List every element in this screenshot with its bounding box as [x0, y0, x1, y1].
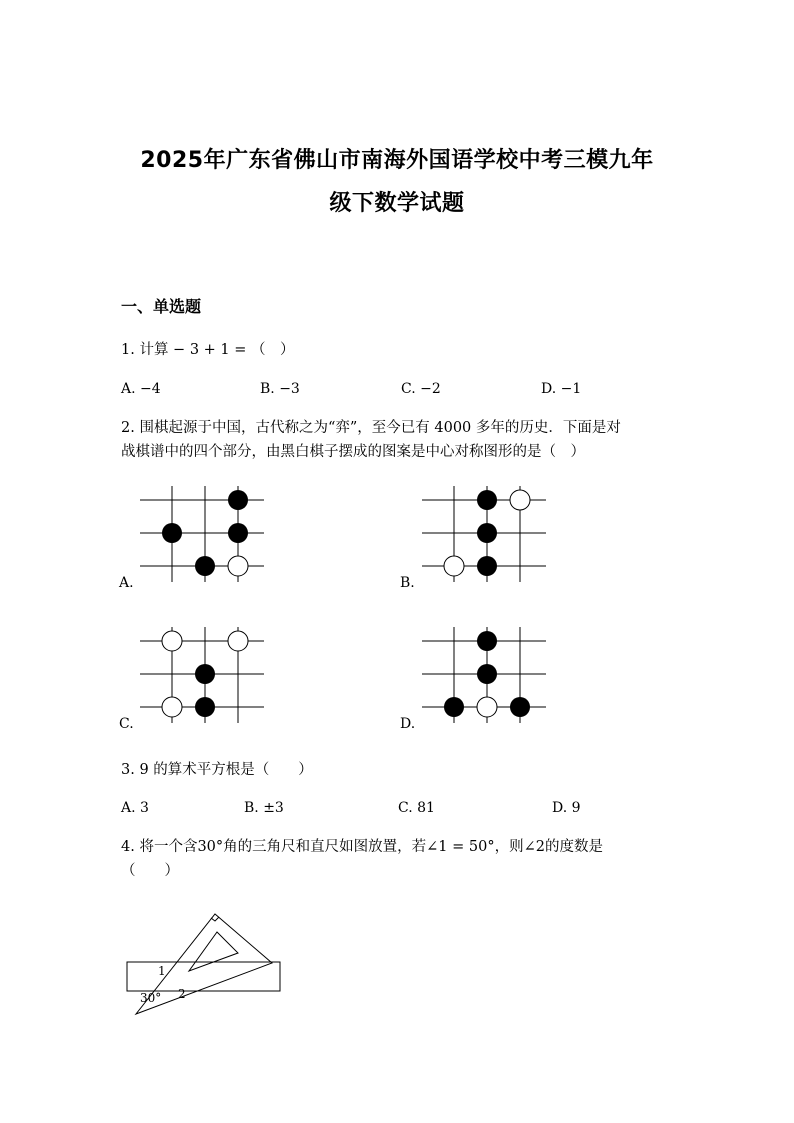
- page-title-line1: 2025年广东省佛山市南海外国语学校中考三模九年: [140, 148, 654, 173]
- white-stone: [162, 631, 182, 651]
- option-value: −3: [279, 381, 300, 397]
- option-label: A.: [121, 381, 136, 397]
- question-2-line1: [121, 416, 621, 440]
- q3-option-c[interactable]: [398, 800, 435, 816]
- question-text: 将一个含30°角的三角尺和直尺如图放置，若∠1 = 50°，则∠2的度数是: [139, 839, 603, 855]
- question-number: 2.: [121, 420, 135, 436]
- question-number: 1.: [121, 342, 135, 358]
- ruler: [127, 962, 280, 991]
- option-value: 3: [140, 800, 149, 816]
- question-text: 围棋起源于中国，古代称之为“弈”，至今已有 4000 多年的历史．下面是对: [139, 420, 621, 436]
- black-stone: [444, 697, 464, 717]
- black-stone: [195, 556, 215, 576]
- white-stone: [444, 556, 464, 576]
- option-label: D.: [552, 800, 568, 816]
- question-4-line2: （ ）: [121, 863, 179, 879]
- option-label: B.: [244, 800, 259, 816]
- q3-option-a[interactable]: [121, 800, 149, 816]
- white-stone: [228, 631, 248, 651]
- option-value: ±3: [263, 800, 284, 816]
- page-title-line2: 级下数学试题: [329, 191, 465, 216]
- option-value: −1: [560, 381, 582, 397]
- question-4-line1: [121, 835, 603, 859]
- black-stone: [195, 664, 215, 684]
- q2-option-d-label[interactable]: D.: [400, 716, 416, 732]
- black-stone: [477, 631, 497, 651]
- option-label: B.: [260, 381, 275, 397]
- go-board-c: [140, 627, 264, 723]
- question-1: [121, 338, 295, 362]
- black-stone: [228, 523, 248, 543]
- white-stone: [510, 490, 530, 510]
- black-stone: [195, 697, 215, 717]
- black-stone: [510, 697, 530, 717]
- question-number: 3.: [121, 762, 135, 778]
- black-stone: [477, 664, 497, 684]
- option-label: C.: [401, 381, 416, 397]
- option-label: D.: [541, 381, 557, 397]
- go-board-b: [422, 486, 546, 582]
- q1-option-c[interactable]: [401, 381, 441, 397]
- option-label: C.: [398, 800, 413, 816]
- go-board-a: [140, 486, 264, 582]
- black-stone: [477, 523, 497, 543]
- q3-option-d[interactable]: [552, 800, 581, 816]
- q2-option-a-label[interactable]: A.: [119, 575, 134, 591]
- angle-2-label: 2: [178, 987, 186, 1001]
- option-value: 9: [571, 800, 581, 816]
- angle-30-label: 30°: [140, 991, 162, 1005]
- q1-option-a[interactable]: [121, 381, 161, 397]
- white-stone: [228, 556, 248, 576]
- question-number: 4.: [121, 839, 135, 855]
- option-value: 81: [417, 800, 435, 816]
- option-value: −4: [140, 381, 161, 397]
- question-2-line2: 战棋谱中的四个部分，由黑白棋子摆成的图案是中心对称图形的是（ ）: [121, 444, 585, 460]
- white-stone: [162, 697, 182, 717]
- question-text: 计算 − 3 + 1 = （ ）: [139, 342, 295, 358]
- black-stone: [162, 523, 182, 543]
- ruler-triangle-figure: [120, 908, 290, 1018]
- question-text: 9 的算术平方根是（ ）: [139, 762, 313, 778]
- q2-option-b-label[interactable]: B.: [400, 575, 415, 591]
- black-stone: [477, 556, 497, 576]
- white-stone: [477, 697, 497, 717]
- black-stone: [228, 490, 248, 510]
- section-heading: 一、单选题: [121, 297, 202, 316]
- angle-1-label: 1: [158, 964, 166, 978]
- q3-option-b[interactable]: [244, 800, 284, 816]
- q1-option-b[interactable]: [260, 381, 300, 397]
- go-board-d: [422, 627, 546, 723]
- q2-option-c-label[interactable]: C.: [119, 716, 134, 732]
- q1-option-d[interactable]: [541, 381, 581, 397]
- question-3: [121, 758, 313, 782]
- option-label: A.: [121, 800, 136, 816]
- black-stone: [477, 490, 497, 510]
- option-value: −2: [420, 381, 441, 397]
